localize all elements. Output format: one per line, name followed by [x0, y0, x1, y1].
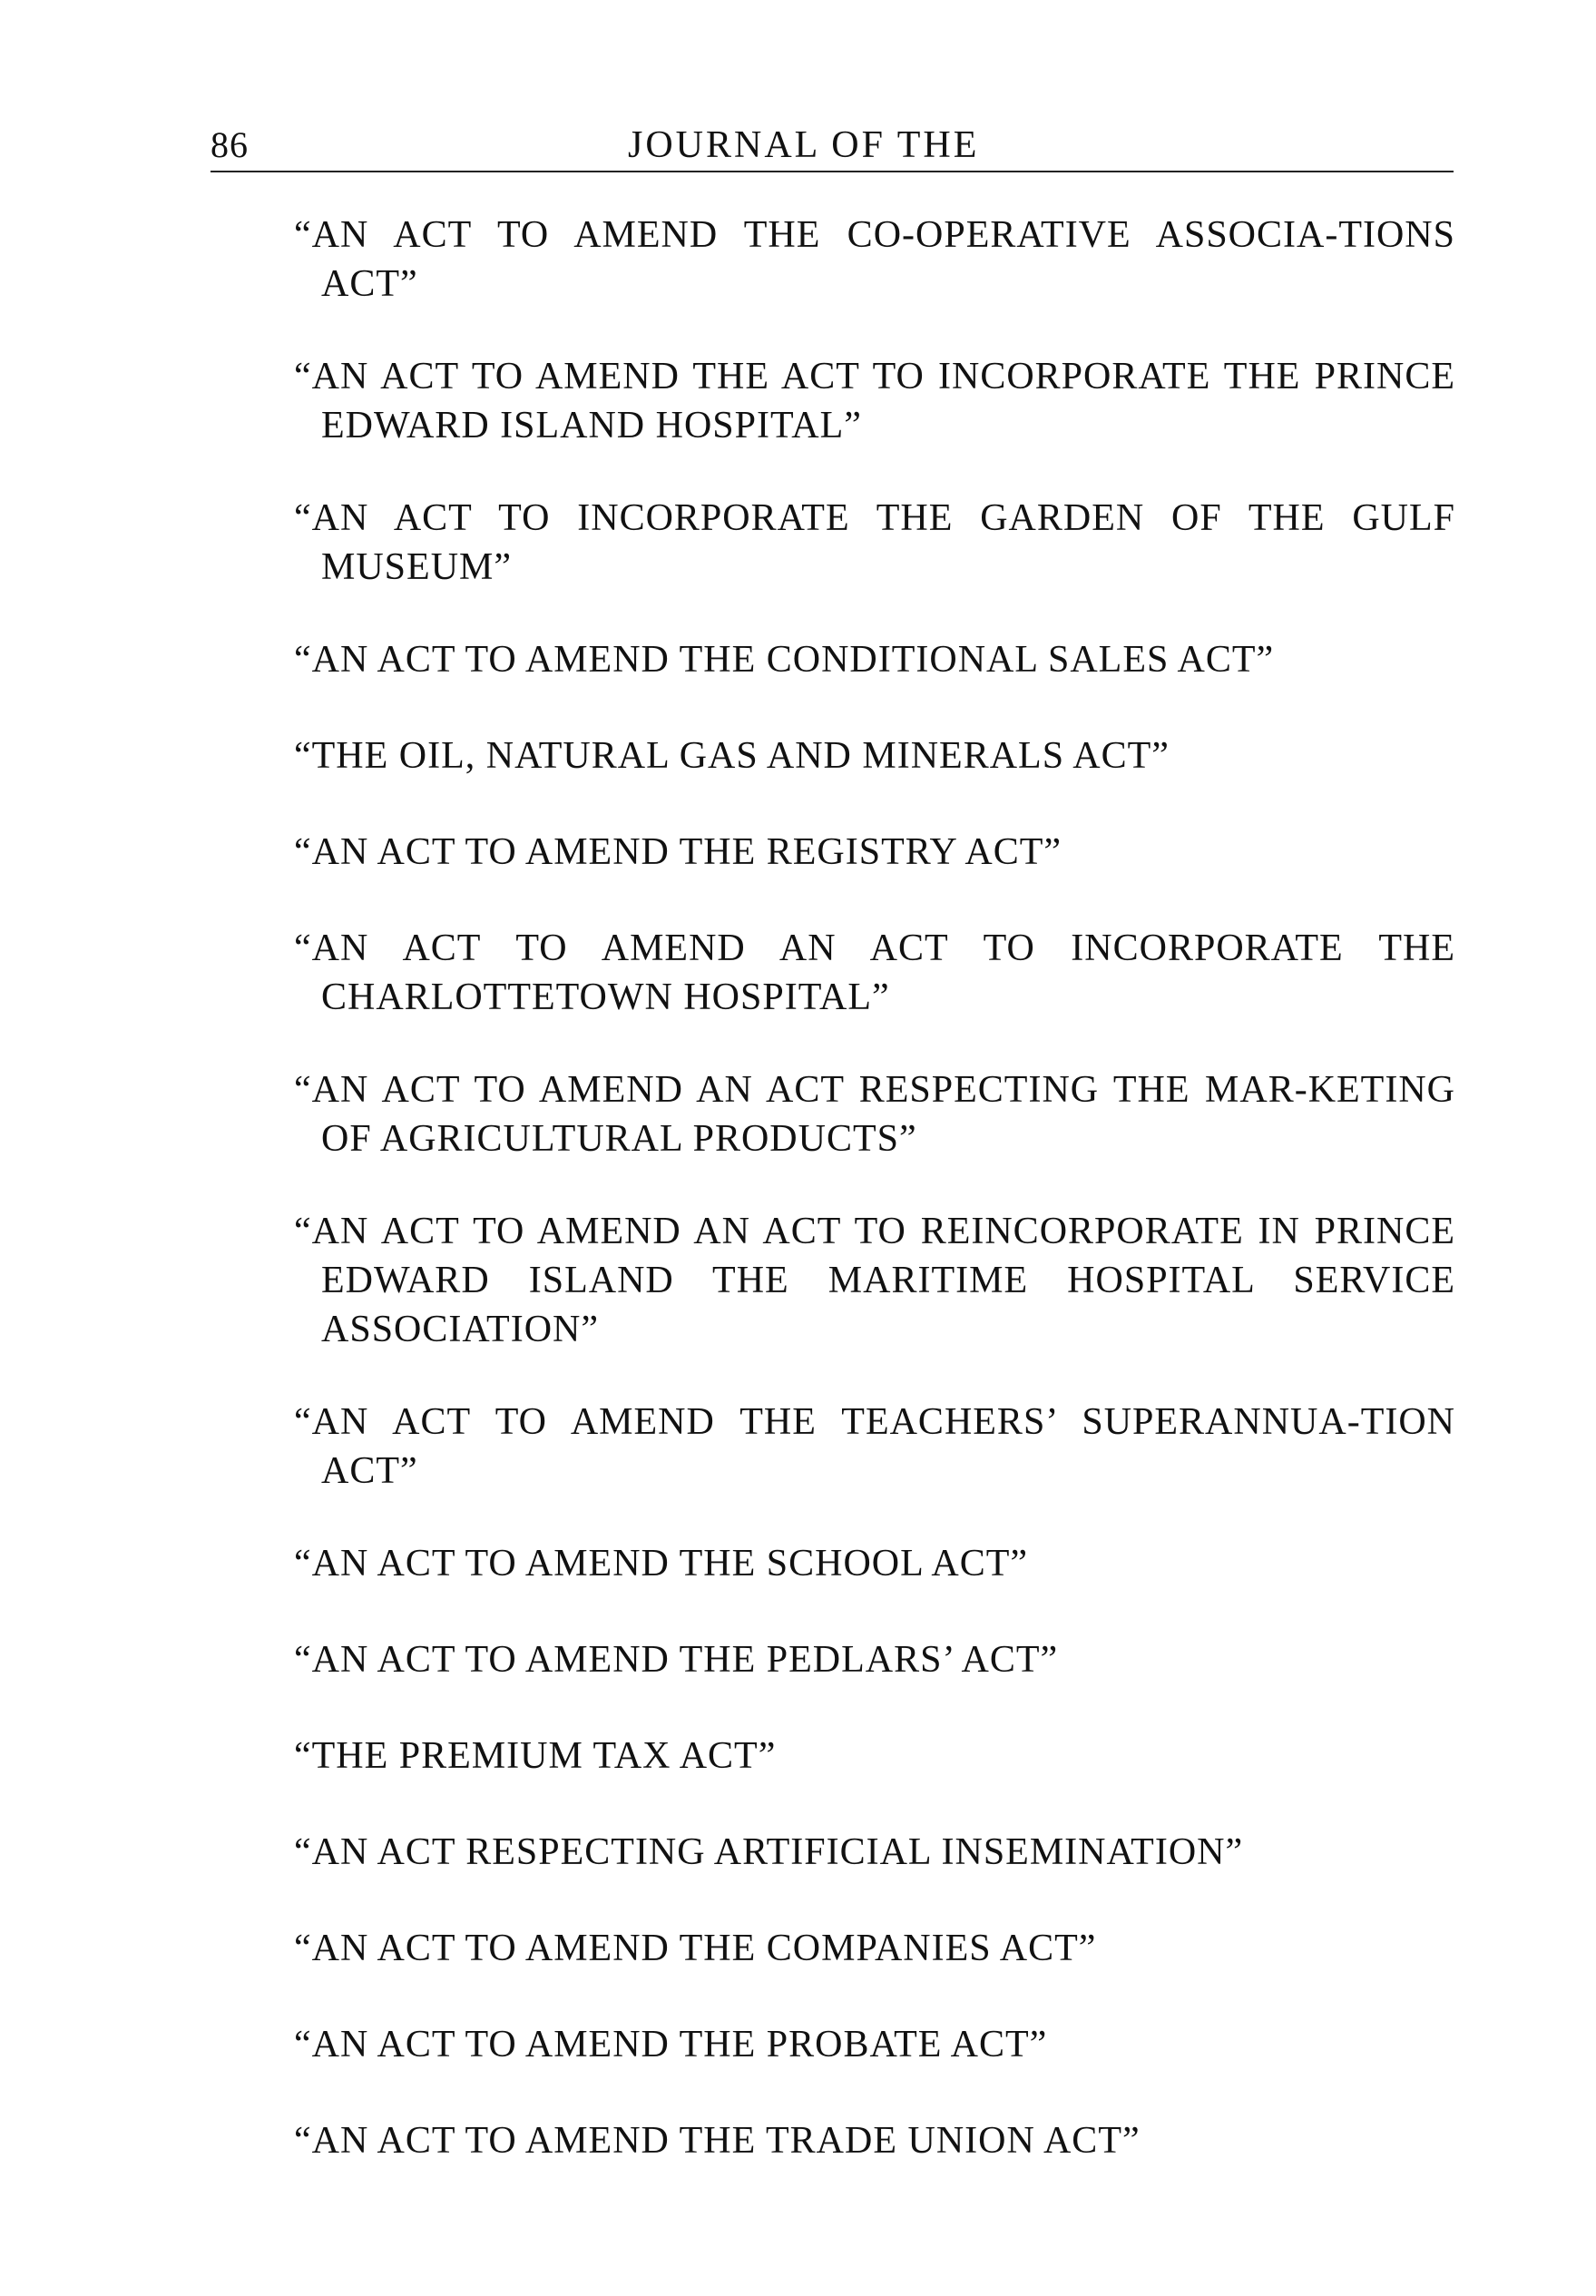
act-entry: “AN ACT TO AMEND THE SCHOOL ACT” — [294, 1543, 1029, 1585]
act-entry: “AN ACT TO AMEND AN ACT TO REINCORPORATE IN PRINCE EDWARD ISLAND THE MARITIME HOSPITAL SERVICE ASSOCIATION” — [294, 1211, 1455, 1350]
act-entry: “AN ACT TO AMEND THE COMPANIES ACT” — [294, 1928, 1097, 1969]
acts-list — [294, 211, 1455, 2165]
act-entry: “AN ACT RESPECTING ARTIFICIAL INSEMINATION” — [294, 1831, 1244, 1873]
act-entry: “AN ACT TO AMEND AN ACT RESPECTING THE MAR-KETING OF AGRICULTURAL PRODUCTS” — [294, 1069, 1455, 1160]
act-entry: “AN ACT TO AMEND THE TEACHERS’ SUPERANNUA-TION ACT” — [294, 1401, 1455, 1492]
page-header — [211, 116, 1454, 171]
page-number: 86 — [211, 124, 249, 165]
act-entry: “AN ACT TO AMEND THE PEDLARS’ ACT” — [294, 1639, 1059, 1681]
act-entry: “AN ACT TO AMEND THE PROBATE ACT” — [294, 2024, 1048, 2065]
act-entry: “AN ACT TO AMEND THE ACT TO INCORPORATE THE PRINCE EDWARD ISLAND HOSPITAL” — [294, 356, 1455, 446]
act-entry: “AN ACT TO AMEND THE TRADE UNION ACT” — [294, 2120, 1141, 2162]
act-entry: “AN ACT TO AMEND THE REGISTRY ACT” — [294, 831, 1062, 873]
running-head: JOURNAL OF THE — [628, 124, 980, 166]
act-entry: “AN ACT TO AMEND THE CO-OPERATIVE ASSOCIA-TIONS ACT” — [294, 214, 1455, 305]
act-entry: “AN ACT TO INCORPORATE THE GARDEN OF THE GULF MUSEUM” — [294, 497, 1455, 588]
act-entry: “THE PREMIUM TAX ACT” — [294, 1735, 777, 1777]
act-entry: “AN ACT TO AMEND AN ACT TO INCORPORATE THE CHARLOTTETOWN HOSPITAL” — [294, 927, 1455, 1018]
header-rule — [211, 171, 1454, 172]
act-entry: “AN ACT TO AMEND THE CONDITIONAL SALES ACT” — [294, 639, 1275, 681]
act-entry: “THE OIL, NATURAL GAS AND MINERALS ACT” — [294, 735, 1170, 777]
